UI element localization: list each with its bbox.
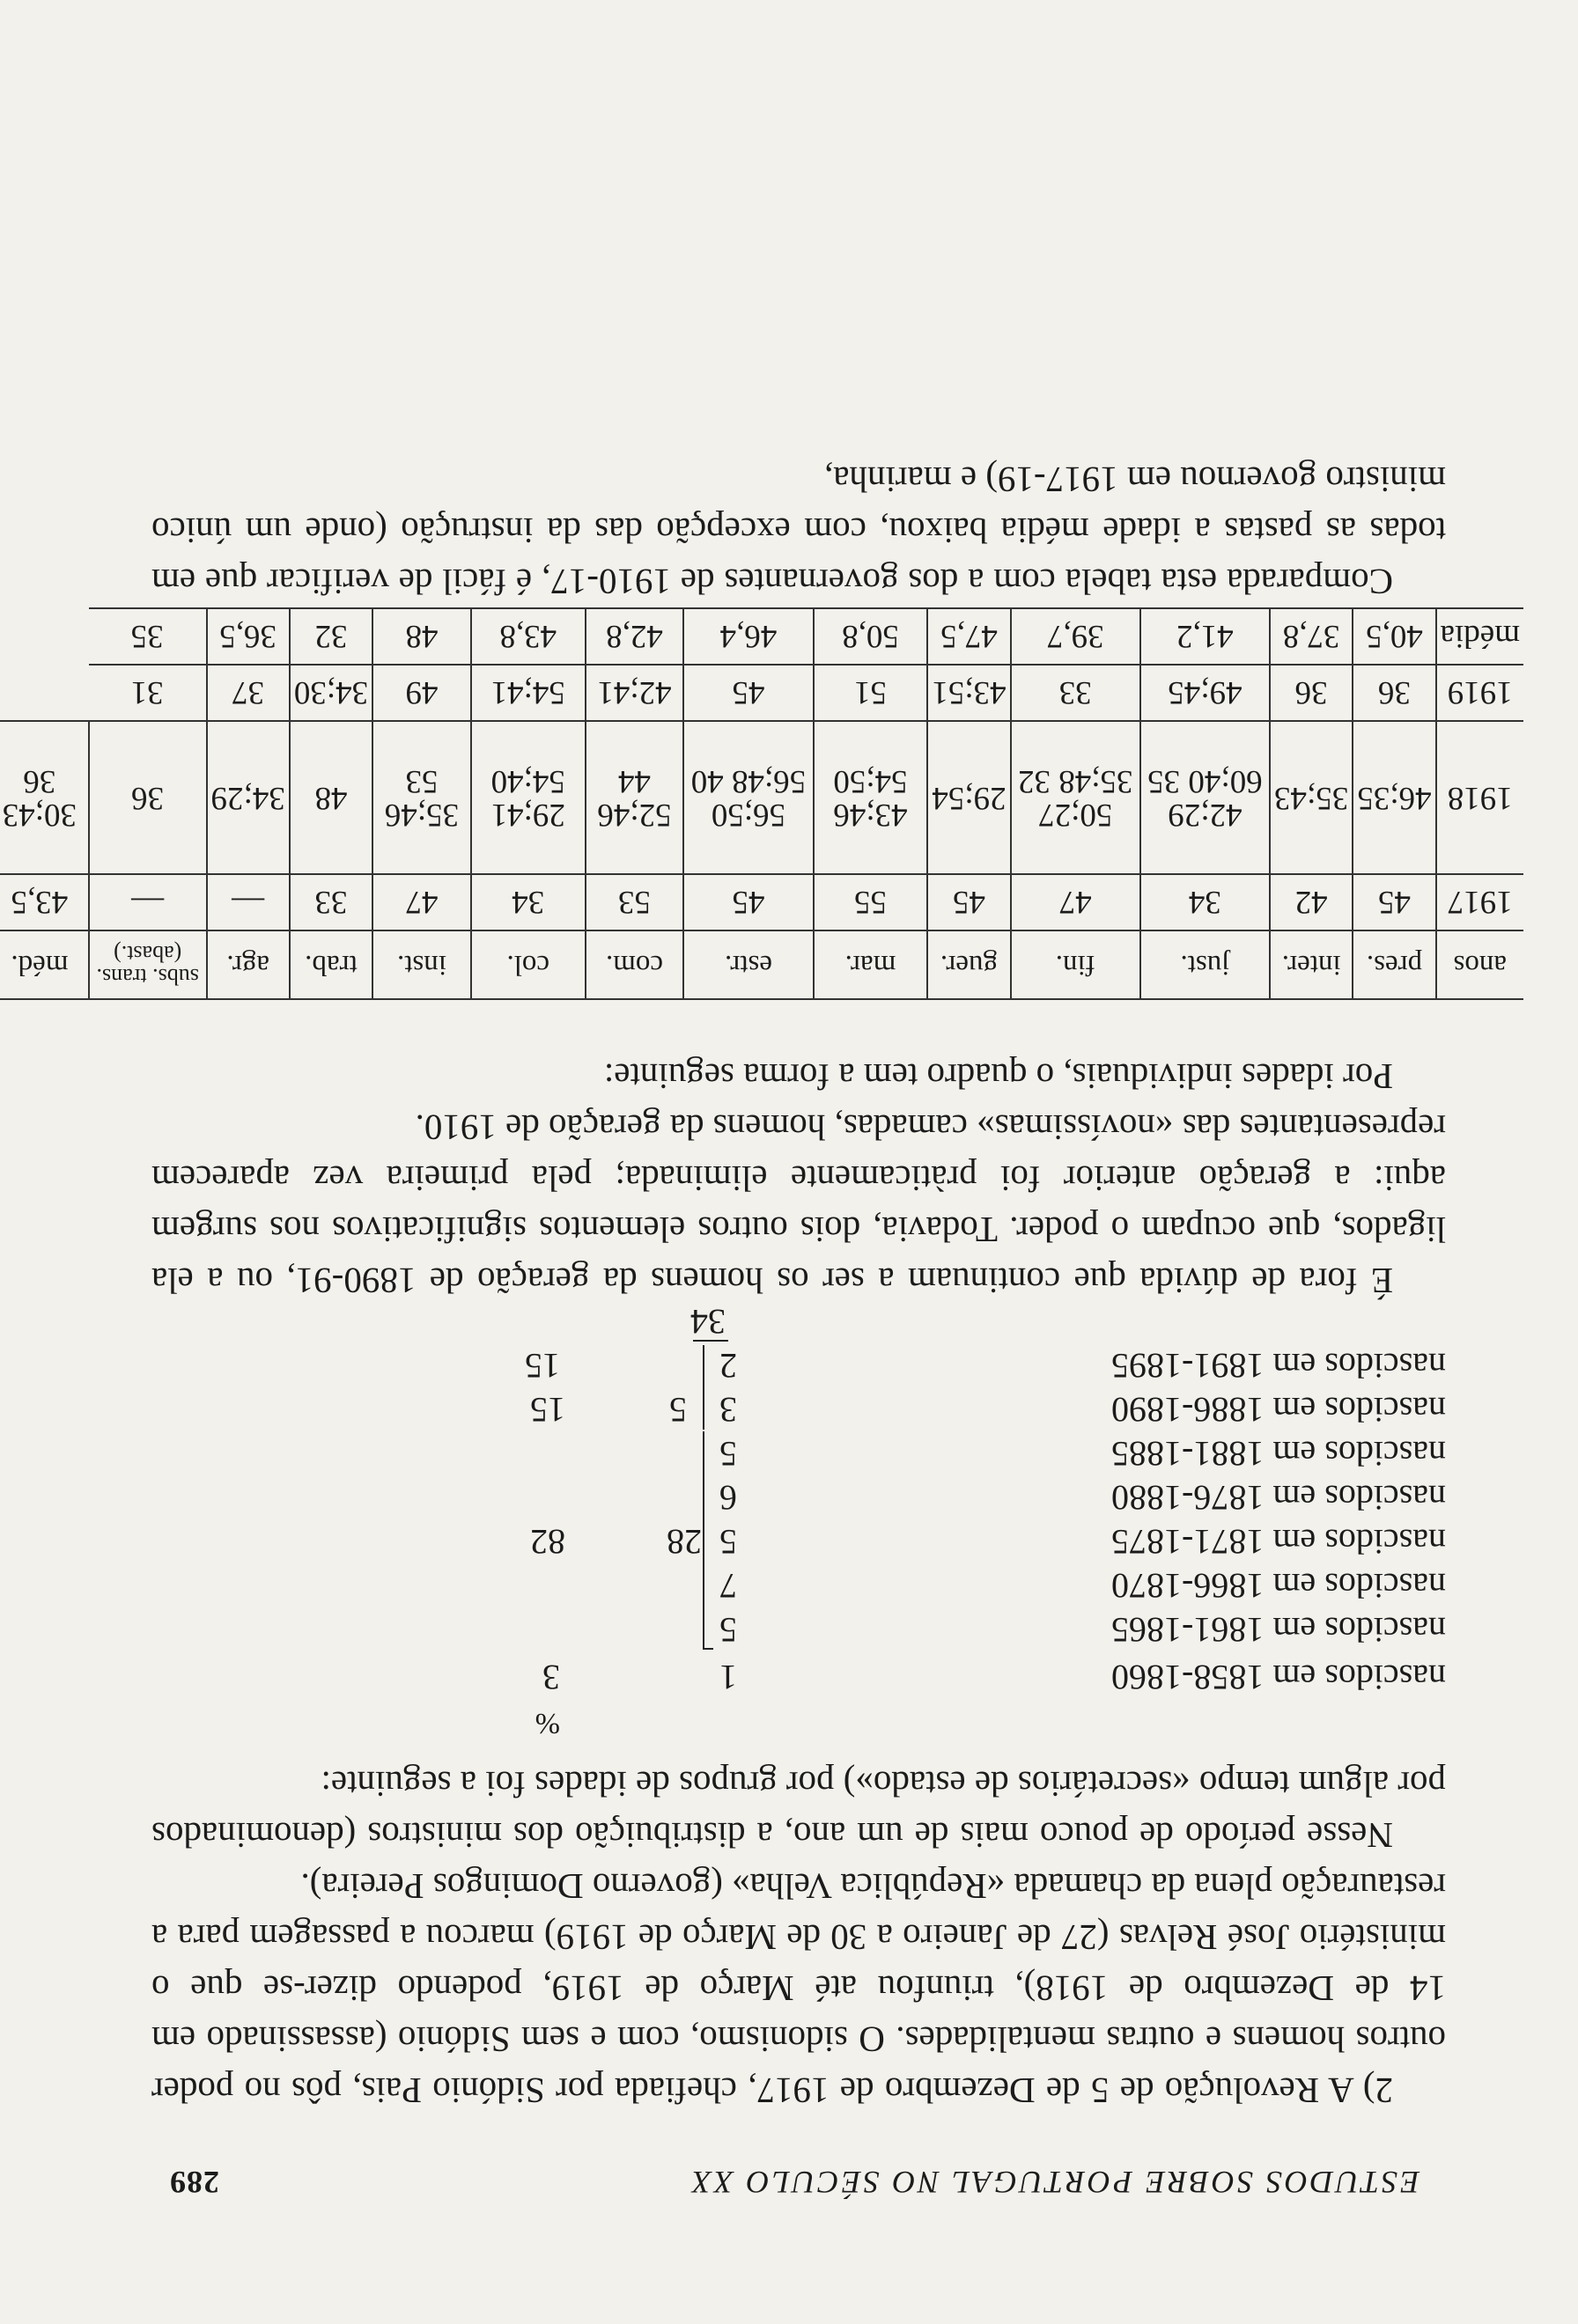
table-cell: 29;54 [927,721,1010,874]
table-cell: 42,8 [586,608,684,665]
table-cell: 1918 [1436,721,1523,874]
table-cell: 35;46 53 [372,721,471,874]
table-cell: 36 [89,721,207,874]
table-cell: 53 [586,874,684,930]
table-cell: 43,8 [471,608,586,665]
birth-label: nascidos em 1871-1875 [1111,1522,1446,1562]
table-row [0,874,1523,930]
paragraph-comparison: Comparada esta tabela com a dos governantes de 1910-17, é fácil de verificar que em todas as pastas a idade média baixou, com excepção das da instrução (onde um único ministro governou em 1917-19) e marinha, [151,460,1446,602]
table-cell: 1917 [1436,874,1523,930]
col-header: fin. [1011,930,1140,999]
table-cell: 36,5 [207,608,290,665]
table-cell: 42;41 [586,665,684,721]
birth-row [151,1387,1446,1431]
table-cell: 51 [814,665,928,721]
running-title: ESTUDOS SOBRE PORTUGAL NO SÉCULO XX [689,2165,1419,2200]
table-cell: 35 [89,608,207,665]
birth-row [151,1519,1446,1563]
col-header: inst. [372,930,471,999]
birth-row [151,1563,1446,1607]
birth-row [151,1607,1446,1651]
page-number: 289 [169,2165,219,2200]
birth-count: 5 [719,1610,737,1650]
table-cell: 46;35 [1353,721,1435,874]
birth-label: nascidos em 1861-1865 [1111,1610,1446,1650]
table-cell: — [89,874,207,930]
birth-label: nascidos em 1891-1895 [1111,1346,1446,1386]
table-cell: 1919 [1436,665,1523,721]
paragraph-generations: É fora de dúvida que continuam a ser os homens da geração de 1890-91, ou a ela ligados, que ocupam o poder. Todavia, dois outros elementos significativos nos surgem aqui: a geração anterior foi pràticamente eliminada; pela primeira vez aparecem representantes das «novíssimas» camadas, homens da geração de 1910. [151,1107,1446,1301]
birth-label: nascidos em 1881-1885 [1111,1434,1446,1474]
table-cell: 37 [207,665,290,721]
table-cell: 55 [814,874,928,930]
birth-pct: 3 [542,1658,560,1697]
table-cell: 43,5 [0,874,89,930]
col-header: com. [586,930,684,999]
table-cell: 45 [683,665,813,721]
group-sum-1886-1895: 5 [669,1390,687,1430]
birth-count: 5 [719,1434,737,1474]
group-pct-1861-1885: 82 [530,1522,565,1562]
table-cell: média [1436,608,1523,665]
paragraph-age-distribution-intro: Nesse período de pouco mais de um ano, a distribuição dos ministros (denominados por algum tempo «secretários de estado») por grupos de idades foi a seguinte: [151,1764,1446,1856]
table-cell: — [207,874,290,930]
table-cell: 35;43 [1270,721,1353,874]
col-header: trab. [290,930,372,999]
col-header: inter. [1270,930,1353,999]
table-cell: 41,2 [1140,608,1270,665]
table-cell: 40,5 [1353,608,1435,665]
table-cell: 48 [290,721,372,874]
birth-label: nascidos em 1886-1890 [1111,1390,1446,1430]
table-cell: 45 [1353,874,1435,930]
table-cell: 34 [471,874,586,930]
table-cell: 52;46 44 [586,721,684,874]
table-cell: 49;45 [1140,665,1270,721]
percent-header: % [535,1707,560,1739]
table-cell: 43;46 54;50 [814,721,928,874]
table-cell: 45 [927,874,1010,930]
col-header: agr. [207,930,290,999]
birth-label: nascidos em 1858-1860 [1111,1658,1446,1697]
table-cell: 46,4 [683,608,813,665]
table-cell: 39,7 [1011,608,1140,665]
col-header: just. [1140,930,1270,999]
table-cell: 42 [1270,874,1353,930]
col-header: mar. [814,930,928,999]
paragraph-individual-ages-intro: Por idades individuais, o quadro tem a forma seguinte: [603,1056,1393,1097]
table-cell: 36 [1353,665,1435,721]
table-cell: 34 [1140,874,1270,930]
birth-label: nascidos em 1866-1870 [1111,1566,1446,1606]
table-cell: 31 [89,665,207,721]
table-cell: 29;41 54;40 [471,721,586,874]
table-cell: 36 [1270,665,1353,721]
table-cell: 42;29 60;40 35 [1140,721,1270,874]
table-cell: 43;51 [927,665,1010,721]
group-pct-1886-1895: 15 [530,1390,565,1430]
ages-table [0,607,1523,1000]
birth-row [151,1343,1446,1387]
col-header: pres. [1353,930,1435,999]
table-cell: 54;41 [471,665,586,721]
table-cell: 50;27 35;48 32 [1011,721,1140,874]
birth-count: 1 [719,1658,737,1697]
birth-row [151,1431,1446,1475]
birth-pct-1891: 15 [525,1346,560,1386]
running-header [169,2164,1419,2201]
col-header: col. [471,930,586,999]
birth-row [151,1655,1446,1699]
col-header: méd. [0,930,89,999]
col-header: anos [1436,930,1523,999]
table-row [0,665,1523,721]
table-cell: 47,5 [927,608,1010,665]
table-cell: 47 [372,874,471,930]
table-cell: 37,8 [1270,608,1353,665]
table-cell: 30;43 36 [0,721,89,874]
birth-row [151,1475,1446,1519]
col-header: guer. [927,930,1010,999]
table-cell: 48 [372,608,471,665]
table-header-row [0,930,1523,999]
brace-1886-1895 [703,1345,713,1430]
paragraph-revolution: 2) A Revolução de 5 de Dezembro de 1917, chefiada por Sidónio Pais, pôs no poder outros homens e outras mentalidades. O sidonismo, com e sem Sidónio (assassinado em 14 de Dezembro de 1918), triunfou até Março de 1919, podendo dizer-se que o ministério José Relvas (27 de Janeiro a 30 de Março de 1919) marcou a passagem para a restauração plena da chamada «República Velha» (governo Domingos Pereira). [151,1866,1446,2111]
table-cell: 34;30 [290,665,372,721]
table-cell: 47 [1011,874,1140,930]
table-cell: 56;50 56;48 40 [683,721,813,874]
birth-year-distribution [151,1302,1446,1739]
table-cell: 33 [1011,665,1140,721]
birth-count: 7 [719,1566,737,1606]
table-cell: 45 [683,874,813,930]
birth-count: 3 [719,1390,737,1430]
birth-total: 34 [690,1302,726,1342]
brace-1861-1885 [703,1431,713,1650]
table-cell: 49 [372,665,471,721]
table-cell: 33 [290,874,372,930]
table-row [0,721,1523,874]
birth-count: 5 [719,1522,737,1562]
table-row [0,608,1523,665]
group-sum-1861-1885: 28 [667,1522,702,1562]
table-cell: 50,8 [814,608,928,665]
col-header: estr. [683,930,813,999]
birth-count: 6 [719,1478,737,1518]
table-cell: 32 [290,608,372,665]
col-header: subs. trans. (abast.) [89,930,207,999]
birth-label: nascidos em 1876-1880 [1111,1478,1446,1518]
table-cell: 34;29 [207,721,290,874]
page-content [2,454,1520,2201]
birth-count: 2 [719,1346,737,1386]
